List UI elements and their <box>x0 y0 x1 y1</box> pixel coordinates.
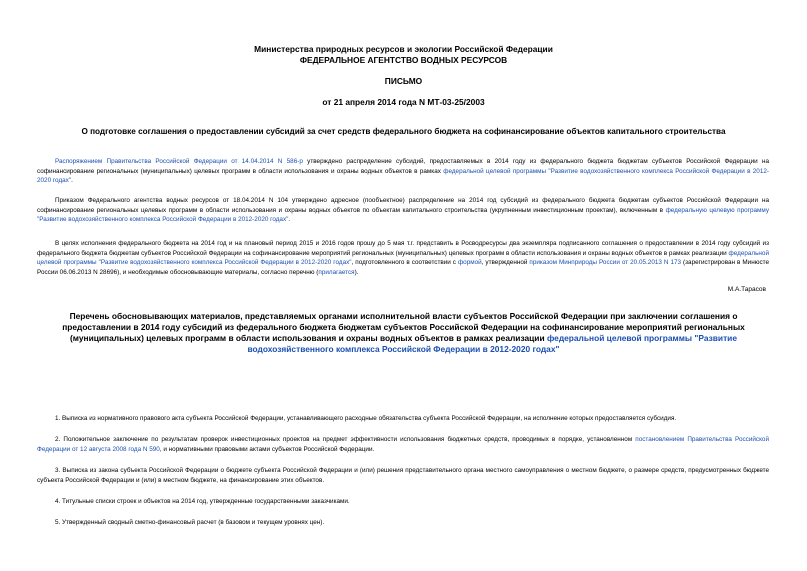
link-attachment[interactable]: прилагается <box>318 268 355 276</box>
ministry-name: Министерства природных ресурсов и экологии Российской Федерации <box>254 44 553 54</box>
link-ministry-order[interactable]: приказом Минприроды России от 20.05.2013 N 173 <box>529 259 682 266</box>
document-title: О подготовке соглашения о предоставлении субсидий за счет средств федерального бюджета на софинансирование объектов капитального строительства <box>81 127 726 136</box>
paragraph-3-text: В целях исполнения федерального бюджета на 2014 год и на плановый период 2015 и 2016 годов прошу до 5 мая т.г. представить в Росводресурсы два экземпляра подписанного соглашения о предоставлении в 2014 году субсидий из федерального бюджета бюджетам субъектов Российской Федерации на софинансирование мероприятий региональных (муниципальных) целевых программ в области использования и охраны водных объектов в рамках реализации <box>37 240 769 257</box>
link-federal-program[interactable]: федеральной целевой программы "Развитие водохозяйственного комплекса Российской Федерации в 2012-2020 годах" <box>37 249 769 266</box>
list-title-text: Перечень обосновывающих материалов, представляемых органами исполнительной власти субъектов Российской Федерации при заключении соглашения о предоставлении в 2014 году субсидий из федерального бюджета бюджетам субъектов Российской Федерации на софинансирование мероприятий региональных (муниципальных) целевых программ в области использования и охраны водных объектов в рамках реализации <box>62 311 745 343</box>
paragraph-1: Распоряжением Правительства Российской Федерации от 14.04.2014 N 586-р утверждено распределение субсидий, предоставляемых в 2014 году из федерального бюджета бюджетам субъектов Российской Федерации на софинансирование региональных (муниципальных) целевых программ в области использования и охраны водных объектов в рамках федеральной целевой программы "Развитие водохозяйственного комплекса Российской Федерации в 2012-2020 годах". <box>37 158 770 184</box>
link-federal-program[interactable]: федеральной целевой программы "Развитие водохозяйственного комплекса Российской Федерации в 2012-2020 годах" <box>37 167 770 184</box>
list-item-1: 1. Выписка из нормативного правового акта субъекта Российской Федерации, устанавливающего расходные обязательства субъекта Российской Федерации, на исполнение которых предоставляется субсидия. <box>55 415 677 422</box>
list-item-4: 4. Титульные списки строек и объектов на 2014 год, утвержденные государственными заказчиками. <box>55 498 350 505</box>
signature: М.А.Тарасов <box>727 286 766 293</box>
link-federal-program[interactable]: федеральную целевую программу "Развитие водохозяйственного комплекса Российской Федерации в 2012-2020 годах" <box>37 206 769 223</box>
link-form[interactable]: формой <box>457 259 482 266</box>
document-date-number: от 21 апреля 2014 года N МТ-03-25/2003 <box>322 97 485 107</box>
paragraph-2: Приказом Федерального агентства водных ресурсов от 18.04.2014 N 104 утверждено адресное (пообъектное) распределение на 2014 год субсидий из федерального бюджета бюджетам субъектов Российской Федерации на софинансирование региональных целевых программ в области использования и охраны водных объектов по объектам капитального строительства (укрупненным инвестиционным проектам), включенным в федеральную целевую программу "Развитие водохозяйственного комплекса Российской Федерации в 2012-2020 годах". <box>37 197 769 223</box>
list-item-2-text: 2. Положительное заключение по результатам проверок инвестиционных проектов на предмет эффективности использования бюджетных средств, проводимых в порядке, установленном <box>55 436 636 443</box>
paragraph-1-text: утверждено распределение субсидий, предоставляемых в 2014 году из федерального бюджета бюджетам субъектов Российской Федерации на софинансирование региональных (муниципальных) целевых программ в области использования и охраны водных объектов в рамках <box>37 158 769 175</box>
list-item-5: 5. Утвержденный сводный сметно-финансовый расчет (в базовом и текущем уровнях цен). <box>55 519 325 526</box>
agency-name: ФЕДЕРАЛЬНОЕ АГЕНТСТВО ВОДНЫХ РЕСУРСОВ <box>299 55 508 65</box>
link-government-decree[interactable]: постановлением Правительства Российской Федерации от 12 августа 2008 года N 590 <box>37 436 770 453</box>
paragraph-2-text: Приказом Федерального агентства водных ресурсов от 18.04.2014 N 104 утверждено адресное (пообъектное) распределение на 2014 год субсидий из федерального бюджета бюджетам субъектов Российской Федерации на софинансирование региональных целевых программ в области использования и охраны водных объектов по объектам капитального строительства (укрупненным инвестиционным проектам), включенным в <box>37 197 769 214</box>
list-item-3: 3. Выписка из закона субъекта Российской Федерации о бюджете субъекта Российской Федерации и (или) решения представительного органа местного самоуправления о местном бюджете, о размере средств, предусмотренных бюджете субъекта Российской Федерации и (или) в местном бюджете, на финансирование этих объектов. <box>37 467 769 484</box>
paragraph-3: В целях исполнения федерального бюджета на 2014 год и на плановый период 2015 и 2016 годов прошу до 5 мая т.г. представить в Росводресурсы два экземпляра подписанного соглашения о предоставлении в 2014 году субсидий из федерального бюджета бюджетам субъектов Российской Федерации на софинансирование мероприятий региональных (муниципальных) целевых программ в области использования и охраны водных объектов в рамках реализации федеральной целевой программы "Развитие водохозяйственного комплекса Российской Федерации в 2012-2020 годах", подготовленного в соответствии с формой, утвержденной приказом Минприроды России от 20.05.2013 N 173 (зарегистрирован в Минюсте России 06.06.2013 N 28696), и необходимые обосновывающие материалы, согласно перечню (прилагается). <box>37 240 769 276</box>
link-government-order[interactable]: Распоряжением Правительства Российской Федерации от 14.04.2014 N 586-р <box>55 158 303 165</box>
list-title <box>40 311 767 355</box>
link-federal-program[interactable]: федеральной целевой программы "Развитие водохозяйственного комплекса Российской Федерации в 2012-2020 годах" <box>247 333 737 354</box>
list-item-2: 2. Положительное заключение по результатам проверок инвестиционных проектов на предмет эффективности использования бюджетных средств, проводимых в порядке, установленном постановлением Правительства Российской Федерации от 12 августа 2008 года N 590, и нормативными правовыми актами субъектов Российской Федерации. <box>37 436 770 453</box>
document-type: ПИСЬМО <box>384 76 423 86</box>
